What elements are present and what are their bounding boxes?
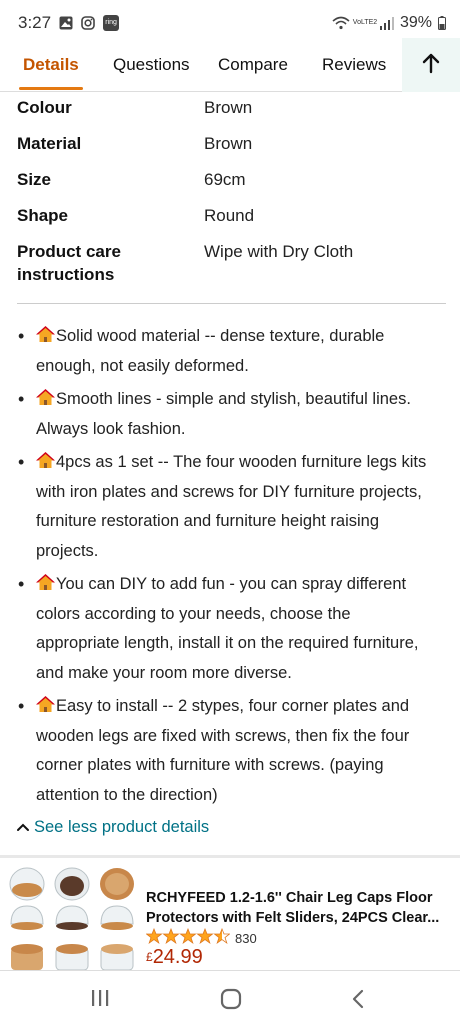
bullet-text: Easy to install -- 2 stypes, four corner plates and wooden legs are fixed with screws, then fix the four corner plates with furniture with screws. (paying attention to the direction) (36, 697, 410, 804)
list-item (18, 385, 438, 444)
product-title[interactable]: RCHYFEED 1.2-1.6'' Chair Leg Caps Floor Protectors with Felt Sliders, 24PCS Clear... (146, 890, 440, 926)
detail-label: Material (17, 134, 82, 153)
detail-row (17, 132, 446, 168)
bullet-text: 4pcs as 1 set -- The four wooden furniture legs kits with iron plates and screws for DIY furniture projects, furniture restoration and furniture height raising projects. (36, 453, 427, 560)
detail-label: Colour (17, 98, 72, 117)
rating-count: 830 (235, 931, 257, 946)
house-icon (36, 326, 55, 343)
sponsored-product-card[interactable] (0, 855, 460, 971)
detail-row (17, 168, 446, 204)
detail-value: Brown (204, 98, 253, 117)
battery-icon (438, 16, 446, 30)
detail-value: 69cm (204, 170, 246, 189)
product-details-table (17, 96, 446, 286)
list-item (18, 322, 438, 381)
tab-reviews[interactable] (322, 38, 386, 92)
feature-bullets (18, 322, 438, 814)
tab-label: Questions (113, 54, 190, 74)
arrow-up-icon (421, 52, 441, 79)
see-less-link[interactable] (16, 818, 209, 837)
wifi-icon (332, 16, 350, 30)
detail-label: Size (17, 170, 52, 189)
instagram-icon (81, 16, 95, 30)
bullet-dot: • (18, 389, 25, 409)
bullet-text: You can DIY to add fun - you can spray different colors according to your needs, choose the appropriate length, install it on the required furniture, and make your room more diverse. (36, 575, 419, 682)
product-image[interactable] (6, 862, 138, 970)
list-item (18, 570, 438, 688)
bullet-dot: • (18, 696, 25, 716)
detail-value: Brown (204, 134, 253, 153)
chevron-up-icon (16, 818, 30, 837)
detail-row (17, 96, 446, 132)
house-icon (36, 452, 55, 469)
scroll-to-top-button[interactable] (402, 38, 460, 92)
product-price (146, 946, 203, 969)
bullet-dot: • (18, 452, 25, 472)
detail-label: Product care instructions (17, 242, 121, 284)
price-amount: 24.99 (152, 946, 203, 968)
bullet-dot: • (18, 574, 25, 594)
tab-label: Details (23, 54, 79, 74)
battery-percent: 39% (399, 14, 432, 31)
volte-icon: VoLTE2 (352, 19, 378, 26)
house-icon (36, 389, 55, 406)
section-tabs (0, 38, 460, 92)
detail-value: Wipe with Dry Cloth (204, 242, 354, 261)
detail-row (17, 240, 446, 286)
list-item (18, 448, 438, 566)
tab-compare[interactable] (218, 38, 288, 92)
status-time: 3:27 (18, 13, 52, 32)
tab-questions[interactable] (113, 38, 190, 92)
house-icon (36, 574, 55, 591)
divider (17, 303, 446, 304)
price-currency: £ (146, 950, 153, 964)
bullet-text: Solid wood material -- dense texture, durable enough, not easily deformed. (36, 327, 385, 375)
tab-label: Reviews (322, 54, 387, 74)
detail-row (17, 204, 446, 240)
house-icon (36, 696, 55, 713)
ring-icon: ring (103, 15, 119, 31)
signal-icon (380, 17, 394, 30)
back-icon[interactable] (351, 988, 365, 1015)
detail-value: Round (204, 206, 255, 225)
tab-details[interactable] (23, 38, 79, 92)
home-icon[interactable] (220, 988, 242, 1015)
detail-label: Shape (17, 206, 69, 225)
recent-apps-icon[interactable] (91, 988, 109, 1013)
bullet-dot: • (18, 326, 25, 346)
tab-label: Compare (218, 54, 288, 74)
system-nav-bar (0, 974, 460, 1024)
gallery-icon (59, 16, 73, 30)
bullet-text: Smooth lines - simple and stylish, beautiful lines. Always look fashion. (36, 390, 411, 438)
see-less-label: See less product details (34, 818, 210, 836)
list-item (18, 692, 438, 810)
